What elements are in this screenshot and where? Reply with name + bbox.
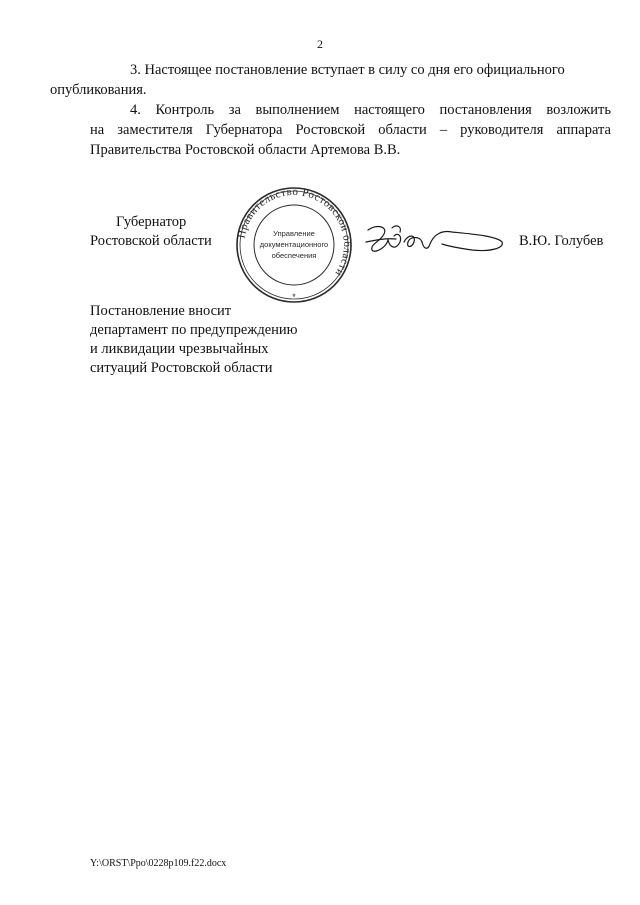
submitter-line-3: и ликвидации чрезвычайных: [90, 341, 269, 357]
file-path: Y:\ORST\Ppo\0228p109.f22.docx: [90, 858, 227, 869]
paragraph-item-3: [50, 60, 611, 100]
seal-outer-text: Правительство Ростовской области: [235, 185, 354, 279]
body-text: [50, 60, 611, 160]
paragraph-item-3-line-1: 3. Настоящее постановление вступает в силу со дня его официального: [130, 62, 565, 78]
seal-inner-line-3: обеспечения: [271, 251, 317, 260]
seal-star-icon: *: [292, 292, 296, 302]
paragraph-item-4-line-3: Правительства Ростовской области Артемова В.В.: [90, 142, 401, 158]
seal-inner-line-1: Управление: [273, 229, 315, 238]
handwritten-signature: [362, 220, 510, 260]
signatory-title-line-2: Ростовской области: [90, 233, 212, 249]
seal-inner-line-2: документационного: [259, 240, 329, 249]
page-number: 2: [317, 37, 323, 51]
signatory-title: [90, 213, 212, 251]
signatory-name: В.Ю. Голубев: [519, 233, 604, 249]
submitter-line-2: департамент по предупреждению: [90, 322, 298, 338]
paragraph-item-4-line-2: на заместителя Губернатора Ростовской области – руководителя аппарата: [90, 122, 611, 138]
submitter-note: [90, 302, 298, 378]
signatory-title-line-1: Губернатор: [116, 214, 187, 230]
paragraph-item-3-line-2: опубликования.: [50, 82, 147, 98]
paragraph-item-4: [90, 100, 611, 160]
paragraph-item-4-line-1: 4. Контроль за выполнением настоящего постановления возложить: [130, 102, 611, 118]
submitter-line-4: ситуаций Ростовской области: [90, 360, 273, 376]
official-seal: [229, 185, 359, 305]
submitter-line-1: Постановление вносит: [90, 303, 232, 319]
